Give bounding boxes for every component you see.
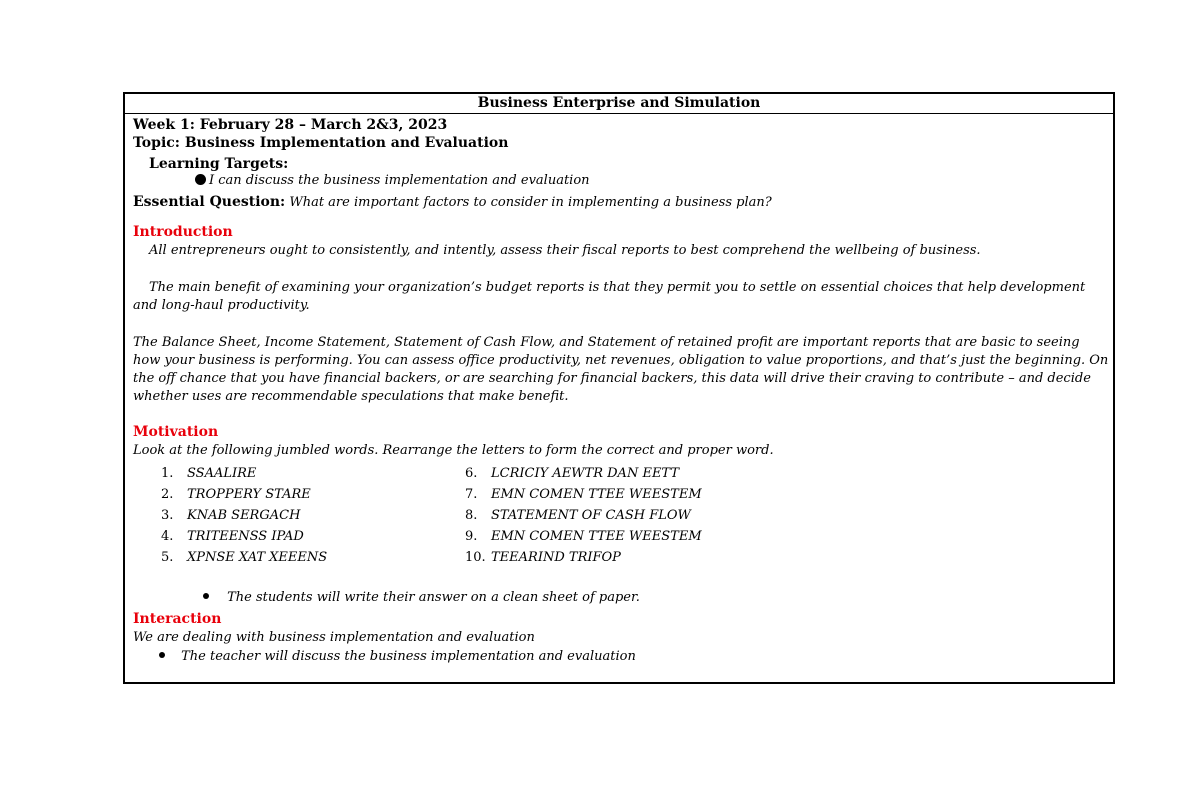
motivation-note-text: The students will write their answer on a clean sheet of paper. [227,590,640,605]
interaction-bullet [159,649,636,664]
list-item [161,550,327,565]
essential-question-label: Essential Question: [133,194,286,210]
bullet-icon [203,593,209,599]
list-number: 7. [465,487,478,502]
essential-question-text: What are important factors to consider in implementing a business plan? [289,195,772,210]
jumbled-word: XPNSE XAT XEEENS [187,550,328,565]
learning-target-item [195,173,590,188]
motivation-note [203,590,640,605]
jumbled-word: TEEARIND TRIFOP [491,550,621,565]
list-number: 8. [465,508,478,523]
bullet-icon [195,174,206,185]
motivation-instruction: Look at the following jumbled words. Rearrange the letters to form the correct and proper word. [133,443,774,458]
list-item [465,508,691,523]
introduction-paragraph-1: All entrepreneurs ought to consistently, and intently, assess their fiscal reports to best comprehend the wellbeing of business. [149,243,981,258]
jumbled-word: EMN COMEN TTEE WEESTEM [491,529,702,544]
list-number: 9. [465,529,478,544]
jumbled-word: TRITEENSS IPAD [187,529,304,544]
lesson-plan-frame [123,92,1115,684]
week-line: Week 1: February 28 – March 2&3, 2023 [133,117,448,133]
introduction-heading: Introduction [133,224,233,240]
jumbled-word: SSAALIRE [187,466,257,481]
interaction-heading: Interaction [133,611,222,627]
introduction-paragraph-2: The main benefit of examining your organization’s budget reports is that they permit you to settle on essential choices that help development and long-haul productivity. [133,280,1086,313]
learning-targets-label: Learning Targets: [149,156,289,172]
list-number: 3. [161,508,174,523]
list-item [161,466,256,481]
jumbled-word: STATEMENT OF CASH FLOW [491,508,691,523]
bullet-icon [159,652,165,658]
list-number: 1. [161,466,174,481]
jumbled-word: TROPPERY STARE [187,487,311,502]
list-item [465,487,702,502]
list-number: 10. [465,550,486,565]
list-item [465,529,702,544]
jumbled-word: KNAB SERGACH [187,508,301,523]
interaction-text: We are dealing with business implementation and evaluation [133,630,535,645]
list-number: 6. [465,466,478,481]
essential-question [133,194,772,210]
list-item [161,508,300,523]
document-title: Business Enterprise and Simulation [125,94,1113,114]
interaction-bullet-text: The teacher will discuss the business implementation and evaluation [181,649,636,664]
list-number: 2. [161,487,174,502]
jumbled-word: EMN COMEN TTEE WEESTEM [491,487,702,502]
introduction-paragraph-3: The Balance Sheet, Income Statement, Statement of Cash Flow, and Statement of retained profit are important reports that are basic to seeing how your business is performing. You can assess office productivity, net revenues, obligation to value proportions, and that’s just the beginning. On the off chance that you have financial backers, or are searching for financial backers, this data will drive their craving to contribute – and decide whether uses are recommendable speculations that make benefit. [133,335,1109,404]
list-item [161,487,311,502]
learning-target-text: I can discuss the business implementation and evaluation [209,173,590,188]
jumbled-word: LCRICIY AEWTR DAN EETT [491,466,680,481]
list-number: 4. [161,529,174,544]
list-item [465,466,679,481]
list-item [465,550,621,565]
motivation-heading: Motivation [133,424,219,440]
topic-line: Topic: Business Implementation and Evaluation [133,135,509,151]
list-number: 5. [161,550,174,565]
list-item [161,529,304,544]
